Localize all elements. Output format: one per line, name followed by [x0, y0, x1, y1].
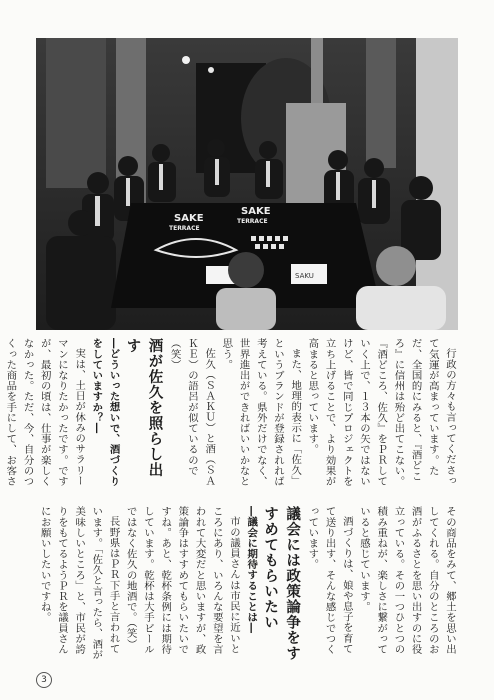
- person-head: [364, 158, 384, 178]
- section-headline: 酒が佐久を照らし出す: [124, 338, 163, 478]
- scarf: [372, 180, 376, 208]
- foreground-person-body: [356, 286, 446, 330]
- paragraph: 市の議員さんは市民に近いところにあり、いろんな要望を言われて大変だと思いますが、政策論争はすすめてもらいたいですね。あと、乾杯条例には期待しています。乾杯は大手ビールではなく佐久の地酒で。（笑）: [124, 506, 240, 655]
- sign-line-4: TERRACE: [237, 218, 268, 225]
- interview-question: ―議会に期待することは―: [245, 506, 258, 634]
- section-headline: 議会には政策論争をすすめてもらいたい: [262, 506, 301, 661]
- ceiling-light: [208, 67, 214, 73]
- paragraph: 実は、土日が休みのサラリーマンになりたかったです。ですが、最初の頃は、仕事が楽しくなかった。ただ、今、自分のつくった商品を手にして、お客さ: [4, 338, 86, 487]
- sign-line-3: SAKE: [241, 206, 271, 217]
- article-lower-block: [36, 506, 458, 662]
- wall-left: [46, 38, 106, 188]
- scarf: [266, 161, 270, 187]
- person-head: [68, 210, 94, 236]
- person-head: [259, 141, 277, 159]
- paragraph: また、地理的表示に「佐久」というブランドが登録されれば考えている。県外だけでなく、世界進出ができればいいかなと思う。: [220, 338, 302, 487]
- scarf: [336, 172, 340, 200]
- person-head: [409, 176, 433, 200]
- person-head: [207, 139, 225, 157]
- paragraph: 佐久（ＳＡＫＵ）と酒（ＳＡＫＥ）の語呂が似ているので（笑）: [168, 338, 216, 487]
- paragraph: 長野県はＰＲ下手と言われています。「佐久と言ったら、酒が美味しいところ」と、市民が誇りをもてるようＰＲを議員さんにお願いしたいですね。: [38, 506, 120, 660]
- foreground-person-body: [216, 288, 276, 330]
- person-head: [328, 150, 348, 170]
- interview-question: ―どういった想いで、酒づくりをしていますか？―: [90, 338, 120, 487]
- name-card-text: SAKU: [295, 272, 314, 280]
- scarf: [215, 159, 219, 185]
- paragraph: その商品をみて、郷土を思い出してくれる。自分のところのお酒がふるさとを思い出すのに役立っている。その一つひとつの積み重ねが、楽しさに繋がっていると感じています。: [357, 506, 456, 655]
- person-body: [46, 236, 116, 330]
- scarf: [126, 178, 130, 206]
- person-head: [152, 144, 170, 162]
- page-number: 3: [36, 672, 52, 688]
- paragraph: 行政の方々も言ってくださって気運が高まっています。ただ、全国的にみると、『酒どころ』に信州は殆ど出てこない。『酒どころ、佐久』をＰＲしていく上で、１３本の矢ではないけど、皆で同じプロジェクトを立ち上げることで、より効果が高まると思っています。: [306, 338, 456, 487]
- paragraph: 酒づくりは、娘や息子を育てて送り出す、そんな感じでつくっています。: [306, 506, 353, 655]
- person-head: [118, 156, 138, 176]
- ceiling-light: [182, 56, 190, 64]
- foreground-person-head: [376, 246, 416, 286]
- meeting-photo: [36, 38, 458, 330]
- person-head: [87, 172, 109, 194]
- scarf: [159, 164, 163, 190]
- sign-line-2: TERRACE: [169, 225, 200, 232]
- foreground-person-head: [228, 252, 264, 288]
- ladder-area: [366, 38, 396, 168]
- scarf: [95, 196, 100, 226]
- article-upper-block: [4, 338, 458, 488]
- meeting-photo-drawing: [36, 38, 458, 330]
- sign-line-1: SAKE: [174, 213, 204, 224]
